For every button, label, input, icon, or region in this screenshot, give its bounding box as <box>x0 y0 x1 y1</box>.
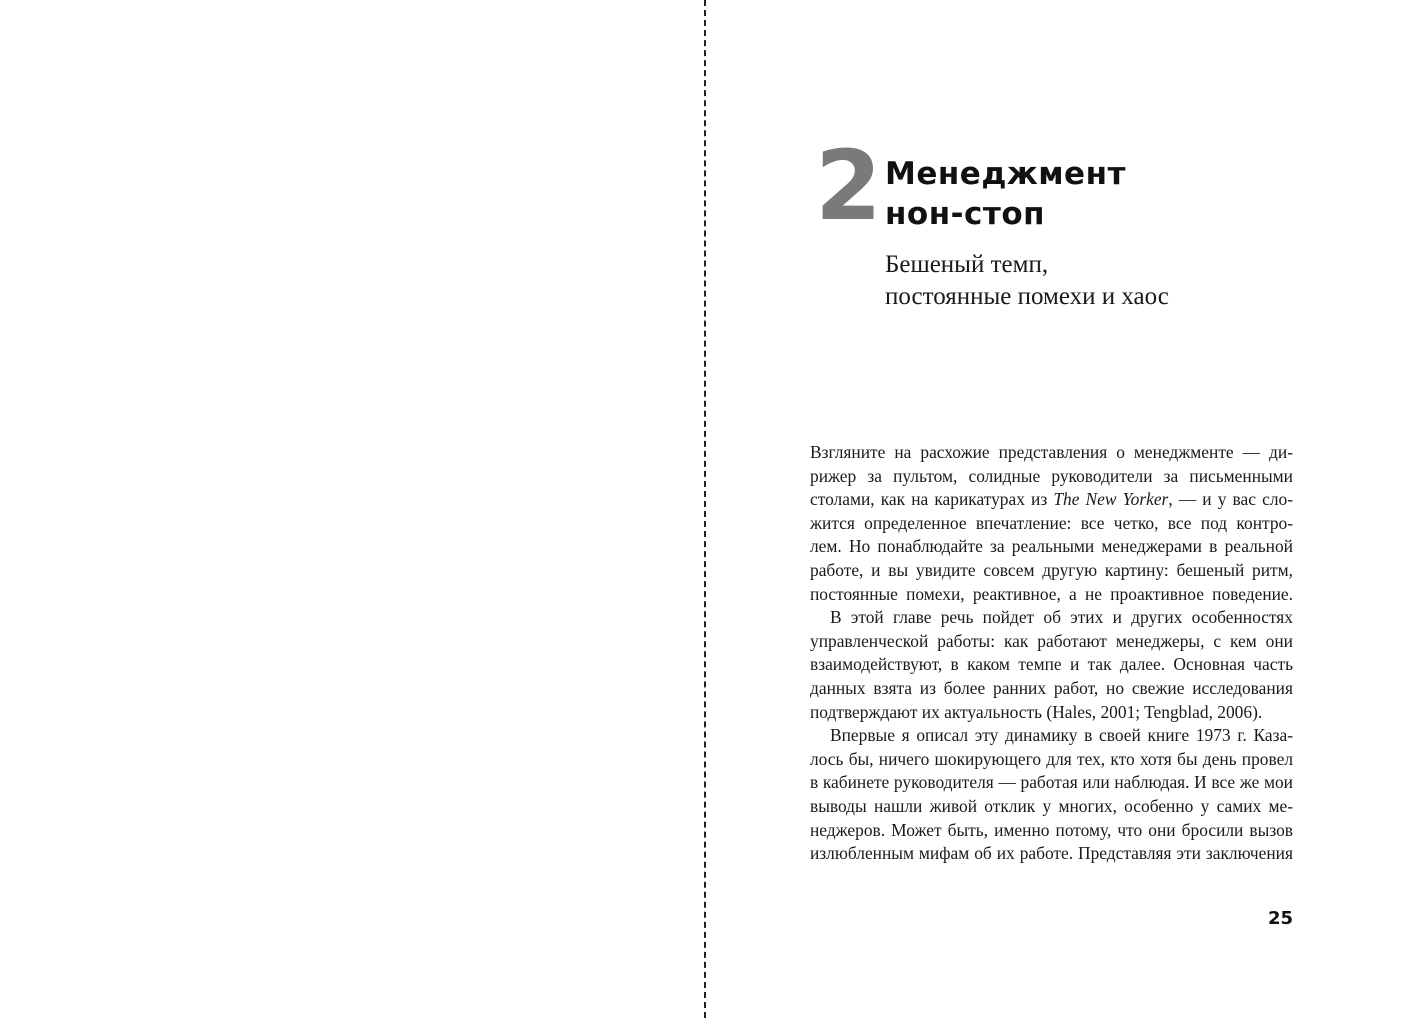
chapter-title-line: нон-стоп <box>885 196 1046 232</box>
text-line: рижер за пультом, солидные руководители за письменными <box>810 465 1293 486</box>
text-segment: столами, как на карикатурах из <box>810 489 1054 510</box>
text-line: постоянные помехи, реактивное, а не проактивное поведение. <box>810 583 1293 604</box>
text-line: жится определенное впечатление: все четко, все под контро- <box>810 512 1293 533</box>
text-line: неджеров. Может быть, именно потому, что они бросили вызов <box>810 819 1293 840</box>
text-line: взаимодействуют, в каком темпе и так далее. Основная часть <box>810 654 1293 675</box>
chapter-title <box>885 154 1126 234</box>
text-line: работе, и вы увидите совсем другую картину: бешеный ритм, <box>810 559 1293 580</box>
chapter-subtitle <box>885 249 1169 313</box>
text-line: лем. Но понаблюдайте за реальными менеджерами в реальной <box>810 536 1293 557</box>
text-line <box>810 488 1293 512</box>
page-number: 25 <box>1267 908 1293 929</box>
body-text <box>810 441 1293 866</box>
left-page-blank <box>0 0 704 1018</box>
chapter-title-line: Менеджмент <box>885 156 1126 192</box>
chapter-number: 2 <box>815 130 880 242</box>
text-line: выводы нашли живой отклик у многих, особенно у самих ме- <box>810 795 1293 816</box>
text-line: управленческой работы: как работают менеджеры, с кем они <box>810 630 1293 651</box>
text-line: в кабинете руководителя — работая или наблюдая. И все же мои <box>810 772 1293 793</box>
text-line: В этой главе речь пойдет об этих и других особенностях <box>830 607 1293 628</box>
right-page <box>707 0 1410 1018</box>
text-segment: , — и у вас сло- <box>1168 489 1293 510</box>
text-line: излюбленным мифам об их работе. Представляя эти заключения <box>810 843 1293 864</box>
text-line: Впервые я описал эту динамику в своей книге 1973 г. Каза- <box>830 725 1293 746</box>
chapter-subtitle-line: Бешеный темп, <box>885 251 1049 278</box>
text-line: Взгляните на расхожие представления о менеджменте — ди- <box>810 442 1293 462</box>
text-line: данных взята из более ранних работ, но свежие исследования <box>810 677 1293 698</box>
page-fold-line <box>704 0 706 1018</box>
magazine-title: The New Yorker <box>1053 489 1169 510</box>
text-line: подтверждают их актуальность (Hales, 2001; Tengblad, 2006). <box>810 701 1263 722</box>
text-line: лось бы, ничего шокирующего для тех, кто хотя бы день провел <box>810 748 1293 769</box>
chapter-subtitle-line: постоянные помехи и хаос <box>885 283 1169 310</box>
